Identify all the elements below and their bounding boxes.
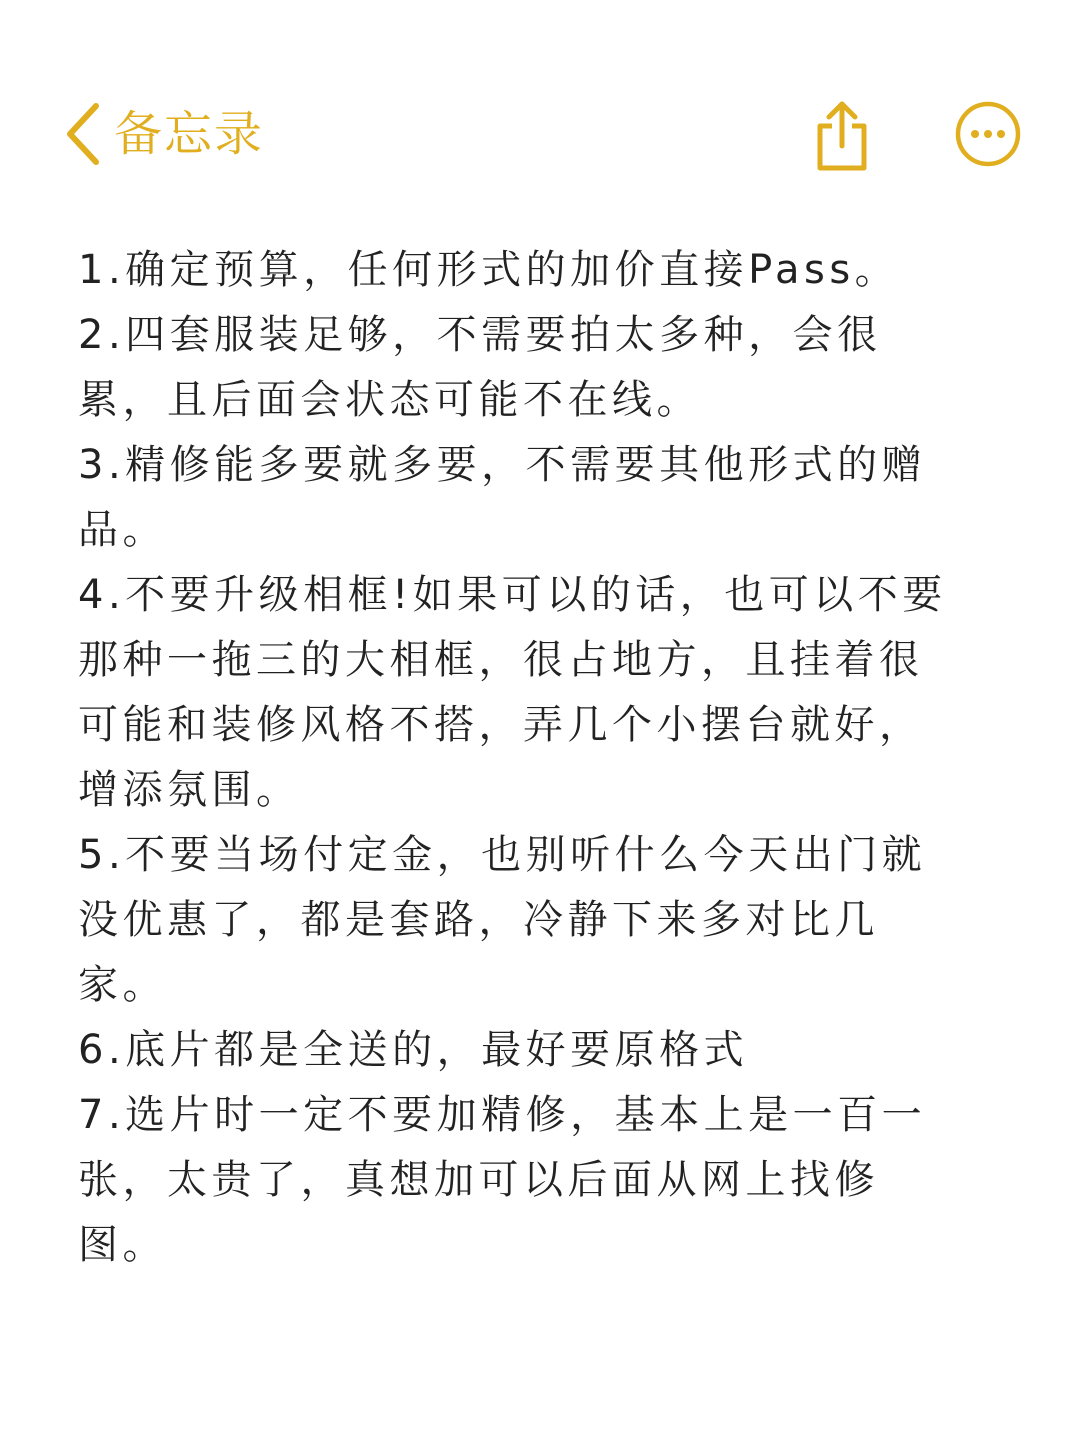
note-line: 家。 xyxy=(78,962,167,1008)
chevron-left-icon xyxy=(62,102,102,166)
share-icon xyxy=(812,98,872,172)
share-button[interactable] xyxy=(812,98,872,172)
more-button[interactable] xyxy=(954,100,1022,168)
note-line: 那种一拖三的大相框，很占地方，且挂着很 xyxy=(78,637,924,683)
note-line: 6.底片都是全送的，最好要原格式 xyxy=(78,1027,749,1073)
note-line: 张，太贵了，真想加可以后面从网上找修 xyxy=(78,1157,879,1203)
note-line: 1.确定预算，任何形式的加价直接Pass。 xyxy=(78,247,900,293)
more-icon xyxy=(954,100,1022,168)
note-line: 3.精修能多要就多要，不需要其他形式的赠 xyxy=(78,442,927,488)
note-line: 品。 xyxy=(78,507,167,553)
note-line: 可能和装修风格不搭，弄几个小摆台就好， xyxy=(78,702,924,748)
back-label: 备忘录 xyxy=(114,106,265,162)
note-line: 增添氛围。 xyxy=(78,767,301,813)
back-button[interactable] xyxy=(62,102,264,166)
note-line: 2.四套服装足够，不需要拍太多种，会很 xyxy=(78,312,882,358)
note-line: 4.不要升级相框!如果可以的话，也可以不要 xyxy=(78,572,947,618)
note-content[interactable] xyxy=(78,238,1008,1278)
note-line: 7.选片时一定不要加精修，基本上是一百一 xyxy=(78,1092,927,1138)
note-line: 5.不要当场付定金，也别听什么今天出门就 xyxy=(78,832,927,878)
note-line: 累，且后面会状态可能不在线。 xyxy=(78,377,701,423)
navigation-bar xyxy=(0,90,1080,180)
note-line: 图。 xyxy=(78,1222,167,1268)
note-line: 没优惠了，都是套路，冷静下来多对比几 xyxy=(78,897,879,943)
